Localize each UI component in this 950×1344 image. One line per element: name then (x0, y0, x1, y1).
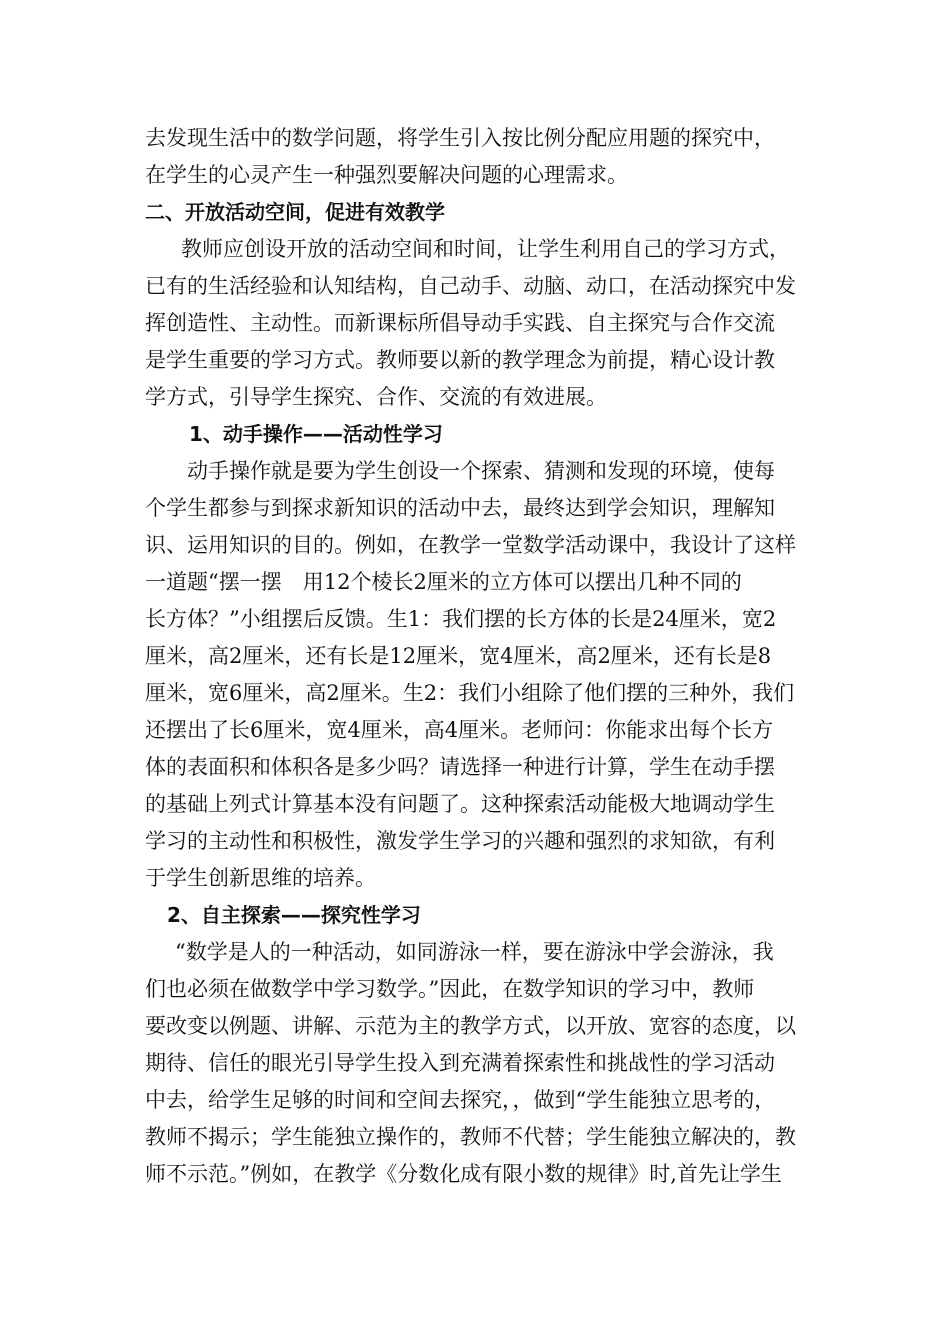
section-heading: 二、开放活动空间，促进有效教学 (145, 200, 445, 224)
subsection-paragraph (145, 934, 815, 1193)
paragraph-line: 是学生重要的学习方式。教师要以新的教学理念为前提，精心设计教 (145, 348, 775, 372)
paragraph-line: 体的表面积和体积各是多少吗？请选择一种进行计算，学生在动手摆 (145, 755, 775, 779)
paragraph-line: 已有的生活经验和认知结构，自己动手、动脑、动口，在活动探究中发 (145, 274, 796, 298)
paragraph-line: 们也必须在做数学中学习数学。”因此，在数学知识的学习中，教师 (145, 977, 755, 1001)
paragraph-line: 教师不揭示；学生能独立操作的，教师不代替；学生能独立解决的，教 (145, 1125, 796, 1149)
paragraph-line: 于学生创新思维的培养。 (145, 866, 376, 890)
paragraph-line: 师不示范。”例如，在教学《分数化成有限小数的规律》时,首先让学生 (145, 1162, 782, 1186)
paragraph-line: “数学是人的一种活动，如同游泳一样，要在游泳中学会游泳，我 (175, 940, 774, 964)
paragraph-line: 厘米，高2厘米，还有长是12厘米，宽4厘米，高2厘米，还有长是8 (145, 644, 772, 668)
subsection-paragraph (145, 453, 815, 897)
paragraph-line: 识、运用知识的目的。例如，在教学一堂数学活动课中，我设计了这样 (145, 533, 796, 557)
paragraph-line: 学方式，引导学生探究、合作、交流的有效进展。 (145, 385, 607, 409)
paragraph-line: 个学生都参与到探求新知识的活动中去，最终达到学会知识，理解知 (145, 496, 775, 520)
paragraph-line: 去发现生活中的数学问题，将学生引入按比例分配应用题的探究中， (145, 126, 775, 150)
intro-paragraph (145, 120, 815, 194)
paragraph-line: 一道题“摆一摆 用12个棱长2厘米的立方体可以摆出几种不同的 (145, 570, 742, 594)
paragraph-line: 学习的主动性和积极性，激发学生学习的兴趣和强烈的求知欲，有利 (145, 829, 775, 853)
paragraph-line: 要改变以例题、讲解、示范为主的教学方式，以开放、宽容的态度，以 (145, 1014, 796, 1038)
subsection-heading: 2、自主探索——探究性学习 (167, 903, 421, 927)
subsection-heading: 1、动手操作——活动性学习 (189, 422, 443, 446)
paragraph-line: 的基础上列式计算基本没有问题了。这种探索活动能极大地调动学生 (145, 792, 775, 816)
paragraph-line: 中去，给学生足够的时间和空间去探究，，做到“学生能独立思考的， (145, 1088, 776, 1112)
paragraph-line: 厘米，宽6厘米，高2厘米。生2：我们小组除了他们摆的三种外，我们 (145, 681, 795, 705)
paragraph-line: 期待、信任的眼光引导学生投入到充满着探索性和挑战性的学习活动 (145, 1051, 775, 1075)
paragraph-line: 教师应创设开放的活动空间和时间，让学生利用自己的学习方式， (181, 237, 790, 261)
paragraph-line: 长方体？”小组摆后反馈。生1：我们摆的长方体的长是24厘米，宽2 (145, 607, 777, 631)
paragraph-line: 在学生的心灵产生一种强烈要解决问题的心理需求。 (145, 163, 628, 187)
paragraph-line: 动手操作就是要为学生创设一个探索、猜测和发现的环境，使每 (187, 459, 775, 483)
paragraph-line: 还摆出了长6厘米，宽4厘米，高4厘米。老师问：你能求出每个长方 (145, 718, 774, 742)
paragraph-line: 挥创造性、主动性。而新课标所倡导动手实践、自主探究与合作交流 (145, 311, 775, 335)
document-page (145, 120, 815, 1193)
section-paragraph (145, 231, 815, 416)
